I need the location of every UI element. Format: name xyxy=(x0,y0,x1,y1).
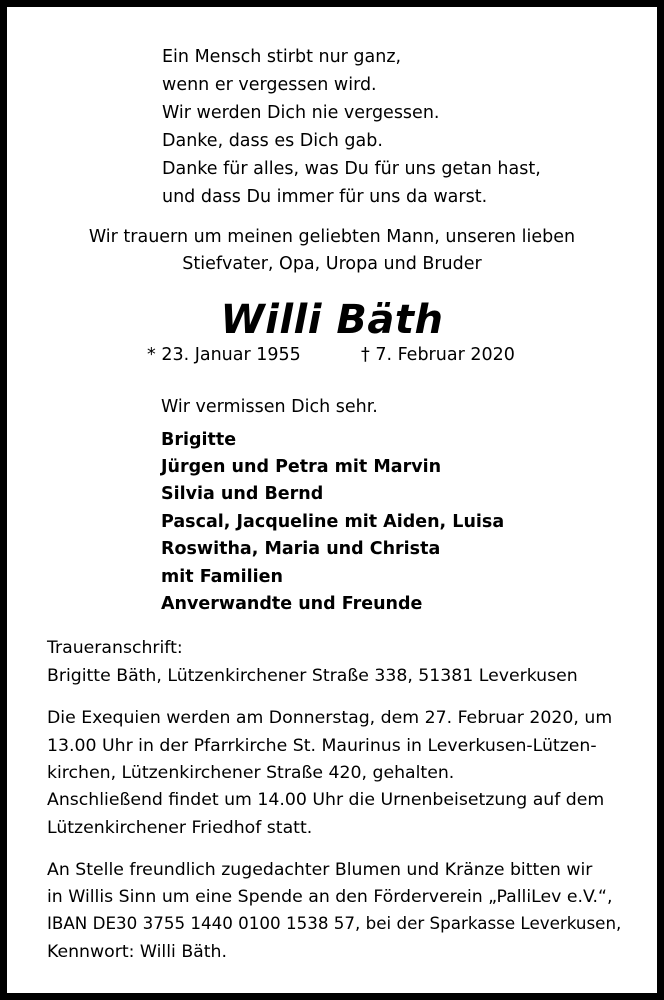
family-member: Pascal, Jacqueline mit Aiden, Luisa xyxy=(161,512,505,532)
exequien-line: kirchen, Lützenkirchener Straße 420, gehalten. xyxy=(47,763,455,783)
donation-line: in Willis Sinn um eine Spende an den Förderverein „PalliLev e.V.“, xyxy=(47,887,613,907)
miss-line: Wir vermissen Dich sehr. xyxy=(161,397,378,417)
death-date: † 7. Februar 2020 xyxy=(361,345,515,365)
family-member: Jürgen und Petra mit Marvin xyxy=(161,457,442,477)
exequien-line: Die Exequien werden am Donnerstag, dem 27. Februar 2020, um xyxy=(47,708,613,728)
poem-line: Ein Mensch stirbt nur ganz, xyxy=(162,47,402,67)
poem-line: wenn er vergessen wird. xyxy=(162,75,377,95)
family-member: Roswitha, Maria und Christa xyxy=(161,539,441,559)
donation-line: IBAN DE30 3755 1440 0100 1538 57, bei der Sparkasse Leverkusen, xyxy=(47,914,622,934)
poem-line: Wir werden Dich nie vergessen. xyxy=(162,103,440,123)
family-member: mit Familien xyxy=(161,567,283,587)
family-member: Anverwandte und Freunde xyxy=(161,594,423,614)
address-heading: Traueranschrift: xyxy=(47,638,183,658)
family-member: Brigitte xyxy=(161,430,237,450)
address-line: Brigitte Bäth, Lützenkirchener Straße 338, 51381 Leverkusen xyxy=(47,666,578,686)
poem-line: und dass Du immer für uns da warst. xyxy=(162,187,488,207)
poem-line: Danke, dass es Dich gab. xyxy=(162,131,383,151)
poem-line: Danke für alles, was Du für uns getan hast, xyxy=(162,159,541,179)
donation-line: Kennwort: Willi Bäth. xyxy=(47,942,227,962)
birth-date: * 23. Januar 1955 xyxy=(147,345,301,365)
mourning-line: Stiefvater, Opa, Uropa und Bruder xyxy=(182,254,482,274)
deceased-name: Willi Bäth xyxy=(220,297,444,343)
mourning-line: Wir trauern um meinen geliebten Mann, unseren lieben xyxy=(88,227,576,247)
exequien-line: Lützenkirchener Friedhof statt. xyxy=(47,818,313,838)
exequien-line: 13.00 Uhr in der Pfarrkirche St. Maurinus in Leverkusen-Lützen- xyxy=(47,736,597,756)
exequien-line: Anschließend findet um 14.00 Uhr die Urnenbeisetzung auf dem xyxy=(47,790,605,810)
donation-line: An Stelle freundlich zugedachter Blumen und Kränze bitten wir xyxy=(47,860,593,880)
family-member: Silvia und Bernd xyxy=(161,484,324,504)
